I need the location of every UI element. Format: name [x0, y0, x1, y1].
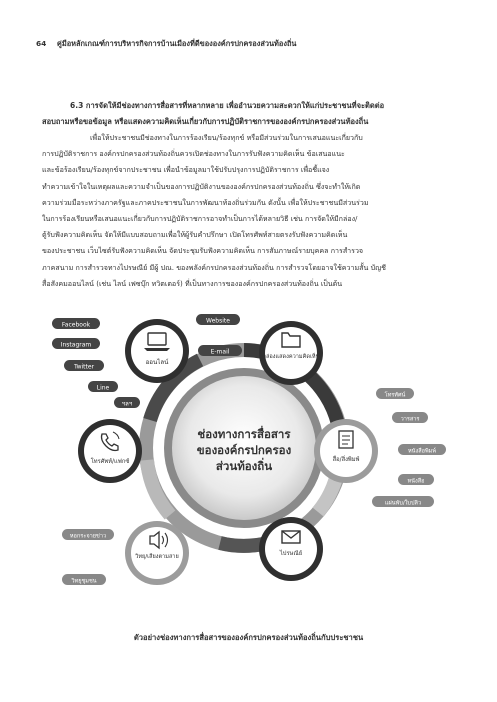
hub-mail-label: ไปรษณีย์: [279, 551, 303, 557]
header-title: คู่มือหลักเกณฑ์การบริหารกิจการบ้านเมืองที่ดีขององค์กรปกครองส่วนท้องถิ่น: [56, 39, 297, 48]
hub-phone-inner: [84, 425, 136, 477]
hub-phone: [78, 419, 142, 483]
hub-phone-label: โทรศัพท์/แฟกซ์: [90, 459, 130, 465]
tag-instagram-label: Instagram: [60, 341, 92, 349]
hub-box-inner: [265, 327, 317, 379]
hub-radio-label: วิทยุ/เสียงตามสาย: [135, 554, 179, 560]
hub-box-label: กล่องแสดงความคิดเห็น: [262, 354, 320, 360]
paragraph-line: เพื่อให้ประชาชนมีช่องทางในการร้องเรียน/ร้องทุกข์ หรือมีส่วนร่วมในการเสนอแนะเกี่ยวกับ: [90, 133, 363, 142]
tag-website-label: Website: [206, 317, 230, 325]
hub-radio: [62, 521, 189, 585]
tag-tv-label: โทรทัศน์: [384, 392, 406, 399]
paragraph-line: ภาคสนาม การสำรวจทางไปรษณีย์ มีผู้ ปณ. ของพลังค์กรปกครองส่วนท้องถิ่น การสำรวจโดยอาจใช้ความสั้น บัญชี: [42, 262, 386, 272]
hub-online-label: ออนไลน์: [145, 359, 169, 366]
center-label-line-2: ขององค์กรปกครอง: [196, 443, 292, 457]
tag-etc-label: ฯลฯ: [121, 400, 133, 408]
tag-book-label: หนังสือ: [407, 478, 425, 485]
page-number: 64: [36, 39, 47, 48]
tag-newspaper-label: หนังสือพิมพ์: [407, 448, 437, 455]
figure-caption: ตัวอย่างช่องทางการสื่อสารขององค์กรปกครองส่วนท้องถิ่นกับประชาชน: [133, 633, 364, 642]
section-title-line-1: 6.3 การจัดให้มีช่องทางการสื่อสารที่หลากหลาย เพื่ออำนวยความสะดวกให้แก่ประชาชนที่จะติดต่อ: [70, 101, 385, 110]
hub-print-inner: [320, 425, 372, 477]
tag-facebook-label: Facebook: [61, 321, 91, 329]
paragraph-line: การปฏิบัติราชการ องค์กรปกครองส่วนท้องถิ่นควรเปิดช่องทางในการรับฟังความคิดเห็น ข้อเสนอแนะ: [42, 149, 345, 159]
center-label-line-1: ช่องทางการสื่อสาร: [197, 427, 291, 441]
tag-twitter-label: Twitter: [73, 363, 95, 371]
ring-segment-light: [147, 460, 170, 515]
paragraph-line: ความร่วมมือระหว่างภาครัฐและภาคประชาชนในการพัฒนาท้องถิ่นร่วมกัน ดังนั้น เพื่อให้ประชาชนมีส่วนร่วม: [42, 197, 369, 207]
paragraph-line: ทำความเข้าใจในเหตุผลและความจำเป็นของการปฏิบัติงานขององค์กรปกครองส่วนท้องถิ่น ซึ่งจะทำให้เกิด: [42, 181, 361, 191]
center-label-line-3: ส่วนท้องถิ่น: [215, 459, 273, 473]
tag-broadcast-tower-label: หอกระจายข่าว: [69, 533, 107, 540]
paragraph-line: ตู้รับฟังความคิดเห็น จัดให้มีแบบสอบถามเพื่อให้ผู้รับคำปรึกษา เปิดโทรศัพท์สายตรงรับฟังความคิดเห็น: [42, 230, 348, 240]
tag-email-label: E-mail: [210, 348, 230, 356]
hub-comment-box: [259, 321, 323, 385]
hub-radio-inner: [131, 527, 183, 579]
hub-print-label: สื่อ/สิ่งพิมพ์: [332, 457, 360, 463]
tag-brochure-label: แผ่นพับ/ใบปลิว: [384, 500, 422, 507]
section-title-line-2: สอบถามหรือขอข้อมูล หรือแสดงความคิดเห็นเกี่ยวกับการปฏิบัติราชการขององค์กรปกครองส่วนท้องถิ่น: [42, 117, 369, 126]
paragraph-line: ของประชาชน เว็บไซต์รับฟังความคิดเห็น จัดประชุมรับฟังความคิดเห็น การสัมภาษณ์รายบุคคล การสำรวจ: [42, 246, 364, 256]
paragraph-line: ในการร้องเรียนหรือเสนอแนะเกี่ยวกับการปฏิบัติราชการอาจทำเป็นการได้หลายวิธี เช่น การจัดให้มีกล่อง/: [42, 214, 358, 224]
tag-line-label: Line: [96, 384, 110, 392]
paragraph-line: และข้อร้องเรียน/ร้องทุกข์จากประชาชน เพื่อนำข้อมูลมาใช้ปรับปรุงการปฏิบัติราชการ เพื่อชี้แจง: [42, 165, 330, 175]
hub-mail: [259, 517, 323, 581]
paragraph-line: สื่อสังคมออนไลน์ (เช่น ไลน์ เฟซบุ๊ก ทวิตเตอร์) ที่เป็นทางการขององค์กรปกครองส่วนท้องถิ่น เป็นต้น: [42, 278, 343, 288]
tag-journal-label: วารสาร: [400, 416, 420, 423]
tag-community-radio-label: วิทยุชุมชน: [71, 578, 97, 585]
